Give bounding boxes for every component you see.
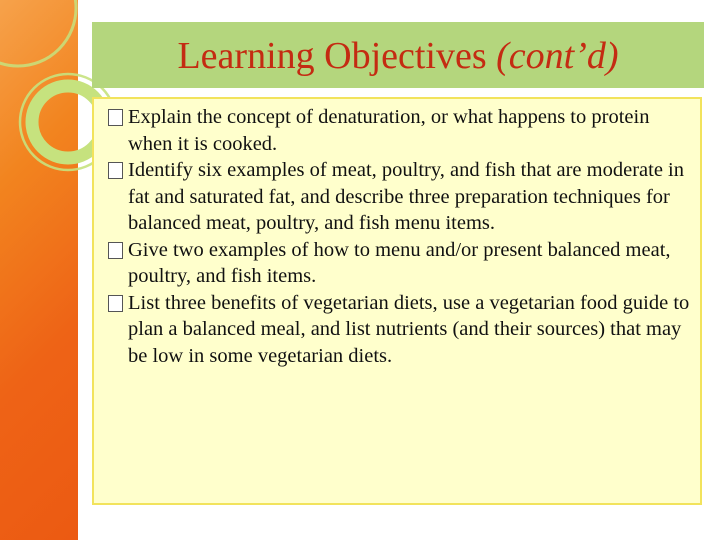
objective-text: List three benefits of vegetarian diets, use a vegetarian food guide to plan a balanced meal, and list nutrients (and their sources) that may be low in some vegetarian diets.: [128, 291, 690, 367]
objective-text: Identify six examples of meat, poultry, and fish that are moderate in fat and saturated fat, and describe three preparation techniques for balanced meat, poultry, and fish menu items.: [128, 159, 684, 234]
objective-item: [108, 104, 698, 157]
checkbox-square-icon: [108, 242, 123, 259]
objectives-list: [108, 104, 698, 369]
objective-item: [108, 157, 698, 237]
checkbox-square-icon: [108, 295, 123, 312]
objective-text: Explain the concept of denaturation, or what happens to protein when it is cooked.: [128, 106, 650, 155]
slide-title-main: Learning Objectives: [177, 35, 487, 77]
slide-title: [92, 28, 704, 84]
objective-text: Give two examples of how to menu and/or present balanced meat, poultry, and fish items.: [128, 238, 671, 287]
objective-item: [108, 237, 698, 290]
slide-title-italic: (cont’d): [496, 35, 619, 77]
checkbox-square-icon: [108, 109, 123, 126]
objective-item: [108, 290, 698, 370]
checkbox-square-icon: [108, 162, 123, 179]
